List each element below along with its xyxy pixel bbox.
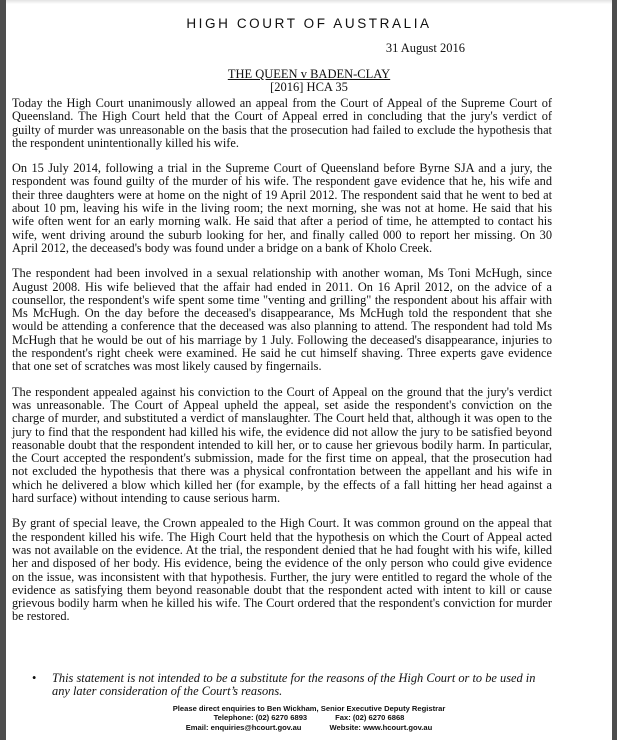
case-name: THE QUEEN v BADEN-CLAY (227, 67, 391, 81)
paragraph-2: On 15 July 2014, following a trial in the Supreme Court of Queensland before Byrne SJA and a jury, the respondent was found guilty of the murder of his wife. The respondent gave evidence that he, his wife and their three daughters were at home on the night of 19 April 2012. The respondent said that he went to bed at about 10 pm, leaving his wife in the living room; the next morning, she was not at home. He said that his wife often went for an early morning walk. He said that after a period of time, he attempted to contact his wife, went driving around the suburb looking for her, and finally called 000 to report her missing. On 30 April 2012, the deceased's body was found under a bridge on a bank of Kholo Creek. (12, 161, 552, 255)
paragraph-5: By grant of special leave, the Crown appealed to the High Court. It was common ground on the appeal that the respondent killed his wife. The High Court held that the hypothesis on which the Court of Appeal acted was not available on the evidence. At the trial, the respondent denied that he had fought with his wife, killed her and disposed of her body. His evidence, being the evidence of the only person who could give evidence on the issue, was inconsistent with that hypothesis. Further, the jury were entitled to regard the whole of the evidence as satisfying them beyond reasonable doubt that the respondent acted with intent to kill or cause grievous bodily harm when he killed his wife. The Court ordered that the respondent's conviction for murder be restored. (12, 516, 552, 624)
website-link[interactable]: Website: www.hcourt.gov.au (329, 722, 433, 732)
paragraph-3: The respondent had been involved in a sexual relationship with another woman, Ms Toni McHugh, since August 2008. His wife believed that the affair had ended in 2011. On 16 April 2012, on the advice of a counsellor, the respondent's wife spent some time "venting and grilling" the respondent about his affair with Ms McHugh. On the day before the deceased's disappearance, Ms McHugh told the respondent that she would be attending a conference that the deceased was also planning to attend. The respondent had told Ms McHugh that he would be out of his marriage by 1 July. Following the deceased's disappearance, injuries to the respondent's right cheek were examined. He said he cut himself shaving. Three experts gave evidence that one set of scratches was most likely caused by fingernails. (12, 266, 552, 374)
telephone: Telephone: (02) 6270 6893 (213, 713, 308, 723)
summary-body (12, 97, 552, 636)
enquiries-line: Please direct enquiries to Ben Wickham, Senior Executive Deputy Registrar (172, 704, 446, 713)
case-heading (6, 68, 612, 94)
contact-footer (6, 704, 612, 732)
case-citation: [2016] HCA 35 (270, 80, 348, 94)
paragraph-4: The respondent appealed against his conviction to the Court of Appeal on the ground that the jury's verdict was unreasonable. The Court of Appeal upheld the appeal, set aside the respondent's conviction on the charge of murder, and substituted a verdict of manslaughter. The Court held that, although it was open to the jury to find that the respondent had killed his wife, the evidence did not allow the jury to be satisfied beyond reasonable doubt that the respondent intended to kill her, or to cause her grievous bodily harm. In particular, the Court accepted the respondent's submission, made for the first time on appeal, that the prosecution had not excluded the hypothesis that there was a physical confrontation between the appellant and his wife in which he delivered a blow which killed her (for example, by the effects of a fall hitting her head against a hard surface) without intending to cause serious harm. (12, 384, 552, 506)
document-page (6, 0, 612, 740)
fax: Fax: (02) 6270 6868 (335, 713, 405, 723)
masthead: HIGH COURT OF AUSTRALIA (186, 16, 432, 31)
bullet-icon: • (32, 671, 37, 685)
phone-fax-line (6, 713, 612, 722)
email-link[interactable]: Email: enquiries@hcourt.gov.au (185, 722, 302, 732)
email-website-line (6, 723, 612, 732)
disclaimer (32, 671, 552, 698)
disclaimer-text: This statement is not intended to be a substitute for the reasons of the High Court or to be used in any later consideration of the Court’s reasons. (52, 671, 536, 698)
paragraph-1: Today the High Court unanimously allowed an appeal from the Court of Appeal of the Supreme Court of Queensland. The High Court held that the Court of Appeal erred in concluding that the jury's verdict of guilty of murder was unreasonable on the basis that the prosecution had failed to exclude the hypothesis that the respondent unintentionally killed his wife. (12, 96, 552, 150)
publication-date: 31 August 2016 (385, 41, 465, 55)
